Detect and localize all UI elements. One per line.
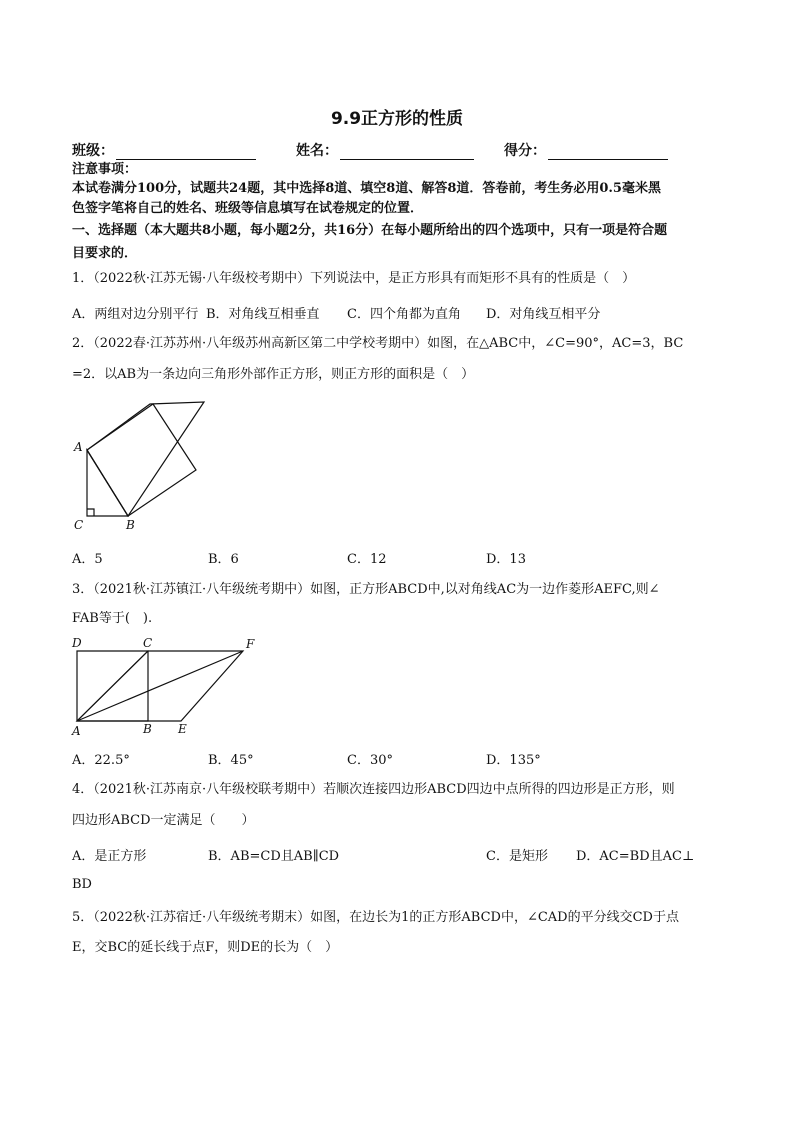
- q3-option-b: B．45°: [208, 753, 254, 768]
- page-title: 9.9正方形的性质: [330, 109, 464, 129]
- score-blank[interactable]: [548, 145, 668, 160]
- notice-line-2: 色签字笔将自己的姓名、班级等信息填写在试卷规定的位置．: [72, 201, 424, 216]
- q2-square: [87, 402, 204, 516]
- q5-stem-line-2: E，交BC的延长线于点F，则DE的长为（ ）: [72, 940, 339, 955]
- name-blank[interactable]: [340, 145, 474, 160]
- q3-figure: [68, 634, 268, 744]
- class-field: [72, 140, 256, 160]
- score-label: 得分：: [504, 143, 546, 159]
- q2-option-a: A．5: [72, 552, 103, 567]
- section-line-1: 一、选择题（本大题共8小题，每小题2分，共16分）在每小题所给出的四个选项中，只有一项是符合题: [72, 223, 668, 238]
- q3-diagonal-ac: [77, 651, 148, 721]
- q4-option-d-tail: BD: [72, 877, 92, 892]
- q2-square-outline: [87, 404, 196, 516]
- score-field: [504, 140, 668, 160]
- q3-label-b: B: [143, 722, 152, 736]
- q3-line-af: [77, 651, 243, 721]
- q3-label-e: E: [178, 722, 187, 736]
- q4-option-c: C．是矩形: [486, 849, 548, 864]
- q1-option-a: A．两组对边分别平行: [72, 307, 199, 322]
- q5-stem-line-1: 5．（2022秋·江苏宿迁·八年级统考期末）如图，在边长为1的正方形ABCD中，∠CAD的平分线交CD于点: [72, 910, 679, 925]
- q1-option-d: D．对角线互相平分: [486, 307, 601, 322]
- q3-label-d: D: [72, 636, 82, 650]
- q3-label-a: A: [72, 724, 81, 738]
- q1-option-b: B．对角线互相垂直: [206, 307, 320, 322]
- class-label: 班级：: [72, 143, 114, 159]
- q4-option-b: B．AB=CD且AB∥CD: [208, 849, 340, 864]
- q2-option-b: B．6: [208, 552, 239, 567]
- q1-stem: 1．（2022秋·江苏无锡·八年级校考期中）下列说法中，是正方形具有而矩形不具有的性质是（ ）: [72, 271, 636, 286]
- q2-stem-line-1: 2．（2022春·江苏苏州·八年级苏州高新区第二中学校考期中）如图，在△ABC中，∠C=90°，AC=3，BC: [72, 336, 684, 351]
- q2-figure: [70, 396, 220, 536]
- section-line-2: 目要求的．: [72, 246, 138, 261]
- q2-label-a: A: [74, 440, 83, 454]
- q2-option-c: C．12: [347, 552, 387, 567]
- q4-option-a: A．是正方形: [72, 849, 147, 864]
- q4-stem-line-1: 4．（2021秋·江苏南京·八年级校联考期中）若顺次连接四边形ABCD四边中点所得的四边形是正方形，则: [72, 782, 675, 797]
- q3-option-c: C．30°: [347, 753, 393, 768]
- q3-option-d: D．135°: [486, 753, 541, 768]
- class-blank[interactable]: [116, 145, 256, 160]
- q2-triangle: [87, 450, 128, 516]
- q2-stem-line-2: =2．以AB为一条边向三角形外部作正方形，则正方形的面积是（ ）: [72, 367, 475, 382]
- q4-stem-line-2: 四边形ABCD一定满足（ ）: [72, 813, 255, 828]
- notice-line-1: 本试卷满分100分，试题共24题，其中选择8道、填空8道、解答8道．答卷前，考生务必用0.5毫米黑: [72, 181, 661, 196]
- q4-option-d: D．AC=BD且AC⊥: [576, 849, 695, 864]
- q2-right-angle-mark: [87, 509, 94, 516]
- notice-heading: 注意事项：: [72, 162, 138, 177]
- q3-label-f: F: [246, 637, 255, 651]
- q3-option-a: A．22.5°: [72, 753, 130, 768]
- q3-stem-line-1: 3．（2021秋·江苏镇江·八年级统考期中）如图，正方形ABCD中,以对角线AC为一边作菱形AEFC,则∠: [72, 582, 660, 597]
- name-field: [296, 140, 474, 160]
- q2-label-c: C: [74, 518, 84, 532]
- name-label: 姓名：: [296, 143, 338, 159]
- q3-stem-line-2: FAB等于( ).: [72, 611, 153, 626]
- q2-option-d: D．13: [486, 552, 526, 567]
- q1-option-c: C．四个角都为直角: [347, 307, 461, 322]
- q3-label-c: C: [143, 636, 153, 650]
- q2-label-b: B: [126, 518, 135, 532]
